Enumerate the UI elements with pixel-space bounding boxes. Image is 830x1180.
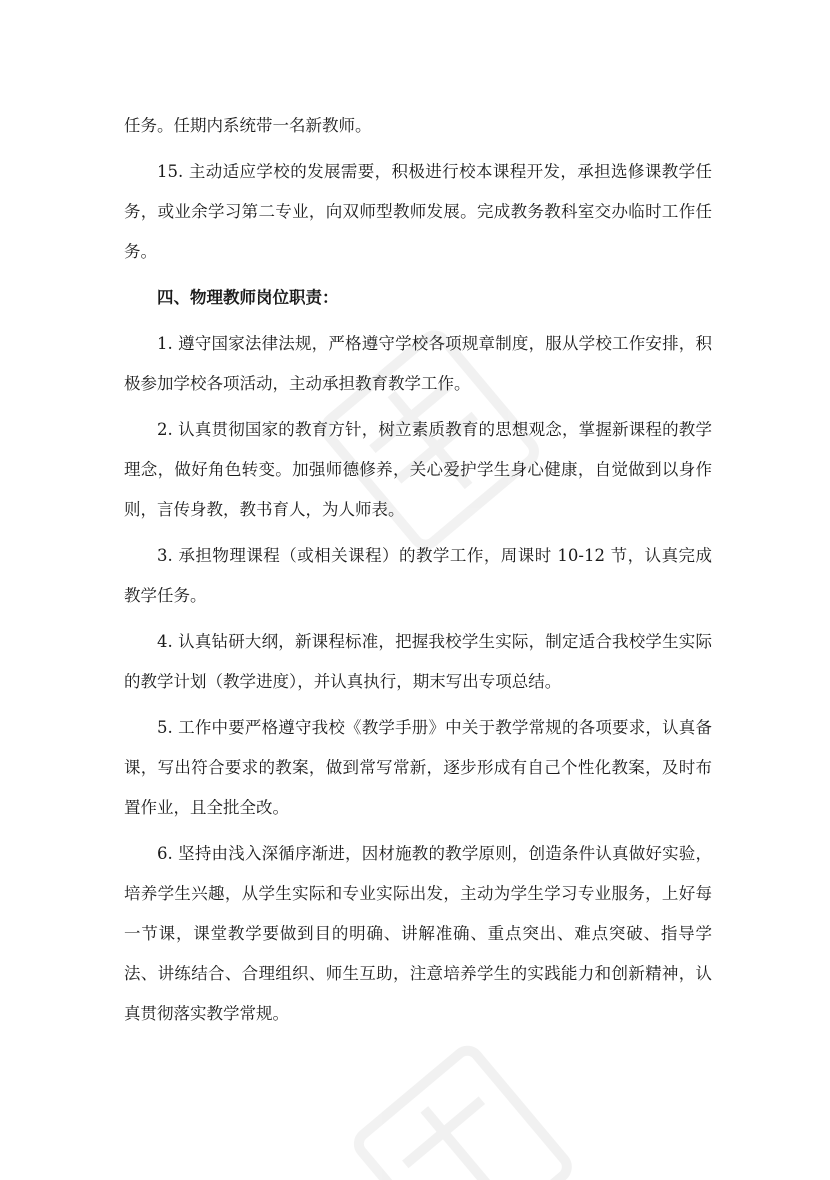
paragraph-item-2: 2. 认真贯彻国家的教育方针，树立素质教育的思想观念，掌握新课程的教学理念，做好角色转变。加强师德修养，关心爱护学生身心健康，自觉做到以身作则，言传身教，教书育人，为人师表。 [124,420,712,519]
document-body [124,106,712,1040]
paragraph-continuation: 任务。任期内系统带一名新教师。 [124,116,372,135]
paragraph-item-4: 4. 认真钻研大纲，新课程标准，把握我校学生实际，制定适合我校学生实际的教学计划（教学进度），并认真执行，期末写出专项总结。 [124,632,712,691]
paragraph-item-5: 5. 工作中要严格遵守我校《教学手册》中关于教学常规的各项要求，认真备课，写出符合要求的教案，做到常写常新，逐步形成有自己个性化教案，及时布置作业，且全批全改。 [124,718,712,817]
section-heading-physics-teacher-duties: 四、物理教师岗位职责： [157,288,339,307]
paragraph-item-15: 15. 主动适应学校的发展需要，积极进行校本课程开发，承担选修课教学任务，或业余学习第二专业，向双师型教师发展。完成教务教科室交办临时工作任务。 [124,162,712,261]
paragraph-item-3: 3. 承担物理课程（或相关课程）的教学工作，周课时 10-12 节，认真完成教学任务。 [124,546,712,605]
watermark-bottom [320,1040,580,1180]
paragraph-item-1: 1. 遵守国家法律法规，严格遵守学校各项规章制度，服从学校工作安排，积极参加学校各项活动，主动承担教育教学工作。 [124,334,712,393]
paragraph-item-6: 6. 坚持由浅入深循序渐进，因材施教的教学原则，创造条件认真做好实验，培养学生兴趣，从学生实际和专业实际出发，主动为学生学习专业服务，上好每一节课，课堂教学要做到目的明确、讲解准确、重点突出、难点突破、指导学法、讲练结合、合理组织、师生互助，注意培养学生的实践能力和创新精神，认真贯彻落实教学常规。 [124,844,712,1023]
